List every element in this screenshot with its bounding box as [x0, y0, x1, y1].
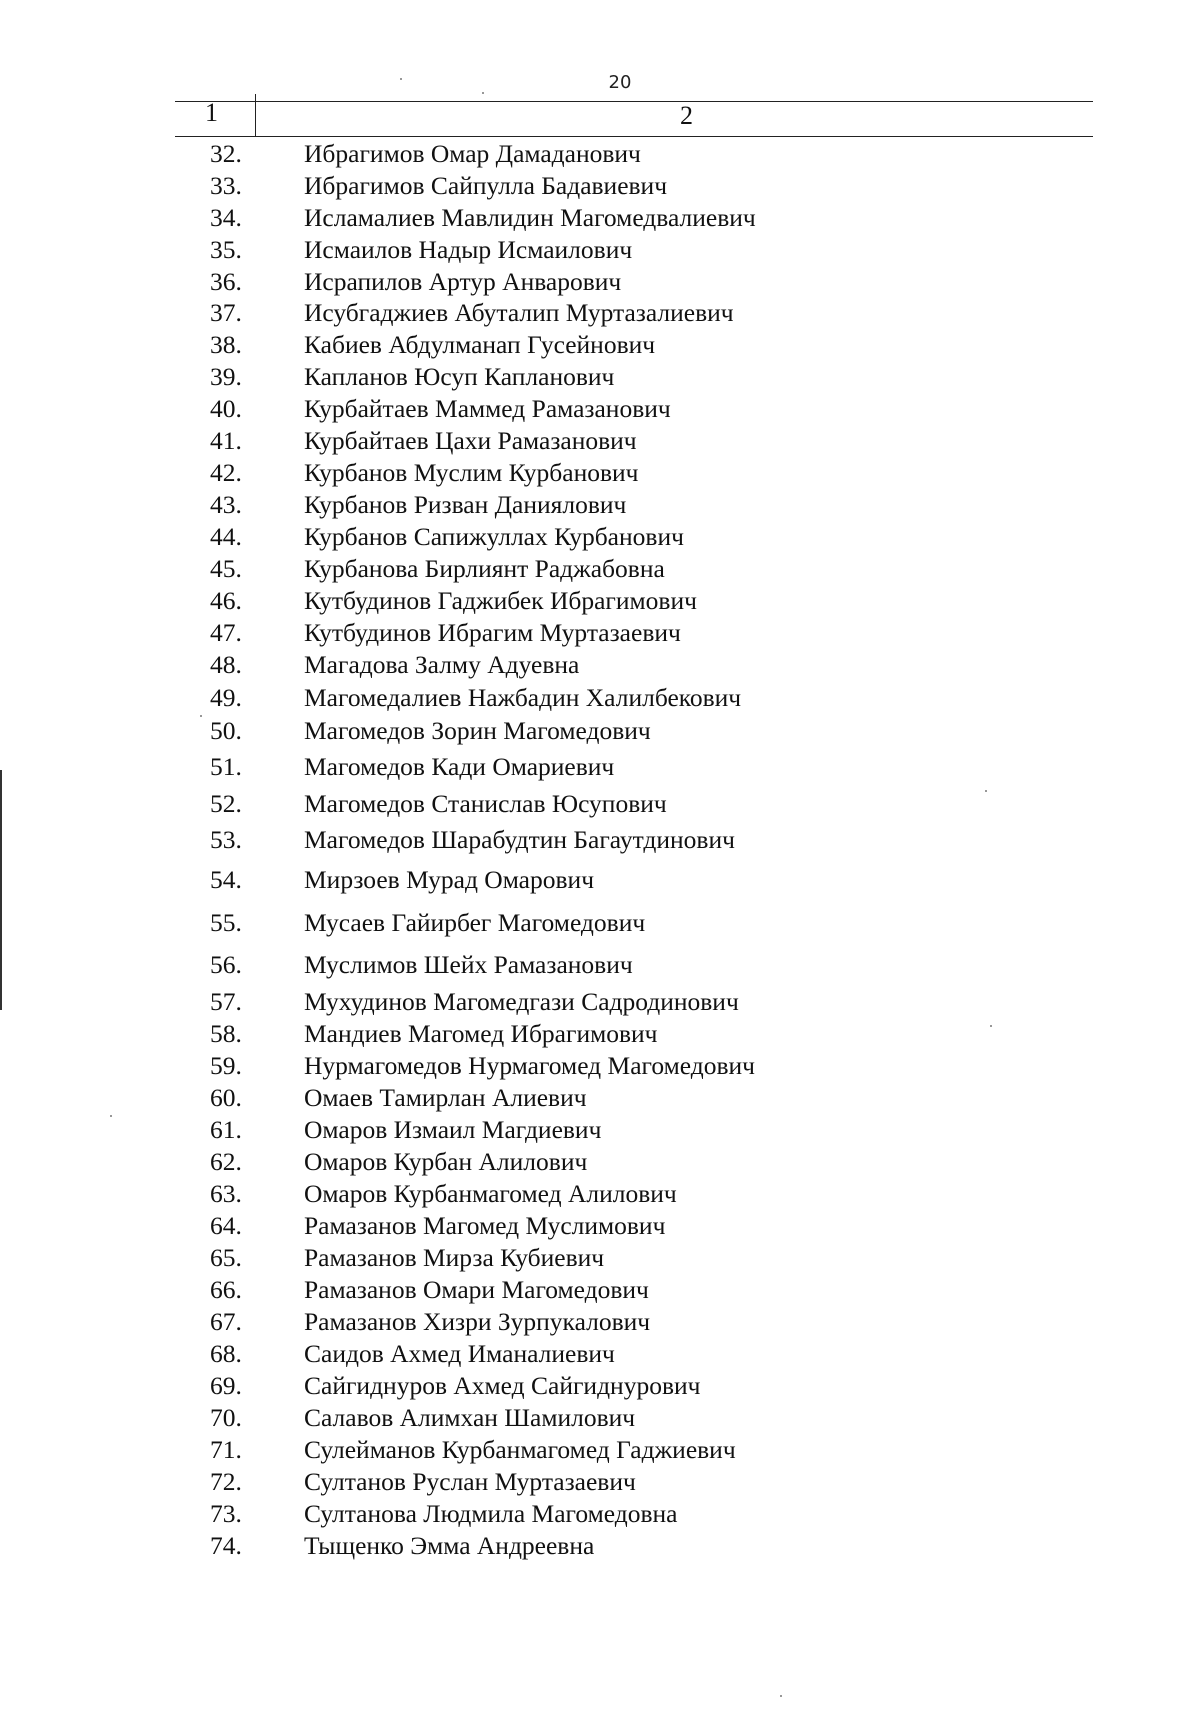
- table-header-separator: [255, 94, 256, 136]
- list-item-name: Омаев Тамирлан Алиевич: [304, 1083, 587, 1112]
- list-item-name: Рамазанов Магомед Муслимович: [304, 1211, 666, 1240]
- list-item-number: 58.: [210, 1019, 242, 1048]
- list-item-name: Магомедов Кади Омариевич: [304, 752, 615, 781]
- list-item-number: 59.: [210, 1051, 242, 1080]
- list-item-name: Мирзоев Мурад Омарович: [304, 865, 595, 894]
- scan-edge-mark: [0, 770, 2, 1010]
- list-item-name: Рамазанов Хизри Зурпукалович: [304, 1307, 651, 1336]
- list-item-name: Саидов Ахмед Иманалиевич: [304, 1339, 615, 1368]
- list-item-name: Сулейманов Курбанмагомед Гаджиевич: [304, 1435, 736, 1464]
- list-item-number: 48.: [210, 650, 242, 679]
- list-item-number: 70.: [210, 1403, 242, 1432]
- list-item-number: 55.: [210, 908, 242, 937]
- list-item-number: 32.: [210, 139, 242, 168]
- table-header-rule-top: [175, 101, 1093, 102]
- list-item-name: Курбанов Сапижуллах Курбанович: [304, 522, 684, 551]
- list-item-number: 61.: [210, 1115, 242, 1144]
- table-header-col-1: 1: [205, 98, 218, 127]
- list-item-name: Ибрагимов Сайпулла Бадавиевич: [304, 171, 668, 200]
- list-item-name: Кабиев Абдулманап Гусейнович: [304, 330, 656, 359]
- list-item-name: Омаров Курбан Алилович: [304, 1147, 588, 1176]
- page-number: 20: [608, 72, 632, 93]
- list-item-name: Магомедов Зорин Магомедович: [304, 716, 651, 745]
- list-item-number: 67.: [210, 1307, 242, 1336]
- list-item-name: Кутбудинов Гаджибек Ибрагимович: [304, 586, 697, 615]
- scan-speck: [110, 1115, 112, 1117]
- table-header-col-2: 2: [680, 101, 693, 130]
- list-item-number: 38.: [210, 330, 242, 359]
- list-item-number: 41.: [210, 426, 242, 455]
- list-item-number: 33.: [210, 171, 242, 200]
- list-item-number: 50.: [210, 716, 242, 745]
- list-item-name: Султанова Людмила Магомедовна: [304, 1499, 678, 1528]
- list-item-name: Магомедов Станислав Юсупович: [304, 789, 667, 818]
- list-item-number: 71.: [210, 1435, 242, 1464]
- list-item-name: Магомедалиев Нажбадин Халилбекович: [304, 683, 742, 712]
- list-item-number: 44.: [210, 522, 242, 551]
- list-item-number: 73.: [210, 1499, 242, 1528]
- list-item-number: 39.: [210, 362, 242, 391]
- list-item-number: 51.: [210, 752, 242, 781]
- list-item-number: 37.: [210, 298, 242, 327]
- list-item-number: 68.: [210, 1339, 242, 1368]
- list-item-name: Кутбудинов Ибрагим Муртазаевич: [304, 618, 681, 647]
- list-item-name: Мандиев Магомед Ибрагимович: [304, 1019, 658, 1048]
- list-item-name: Магадова Залму Адуевна: [304, 650, 580, 679]
- list-item-number: 52.: [210, 789, 242, 818]
- list-item-number: 47.: [210, 618, 242, 647]
- scan-speck: [200, 715, 202, 717]
- list-item-number: 72.: [210, 1467, 242, 1496]
- list-item-name: Исубгаджиев Абуталип Муртазалиевич: [304, 298, 734, 327]
- list-item-number: 63.: [210, 1179, 242, 1208]
- scan-speck: [482, 92, 484, 94]
- list-item-name: Омаров Измаил Магдиевич: [304, 1115, 602, 1144]
- list-item-name: Ибрагимов Омар Дамаданович: [304, 139, 641, 168]
- list-item-number: 74.: [210, 1531, 242, 1560]
- list-item-number: 34.: [210, 203, 242, 232]
- list-item-number: 65.: [210, 1243, 242, 1272]
- list-item-name: Магомедов Шарабудтин Багаутдинович: [304, 825, 735, 854]
- list-item-name: Омаров Курбанмагомед Алилович: [304, 1179, 677, 1208]
- list-item-name: Рамазанов Омари Магомедович: [304, 1275, 649, 1304]
- list-item-number: 53.: [210, 825, 242, 854]
- list-item-name: Исмаилов Надыр Исмаилович: [304, 235, 633, 264]
- list-item-number: 36.: [210, 267, 242, 296]
- list-item-name: Тыщенко Эмма Андреевна: [304, 1531, 595, 1560]
- scan-speck: [990, 1025, 992, 1027]
- list-item-name: Мусаев Гайирбег Магомедович: [304, 908, 646, 937]
- list-item-name: Сайгиднуров Ахмед Сайгиднурович: [304, 1371, 701, 1400]
- list-item-name: Султанов Руслан Муртазаевич: [304, 1467, 636, 1496]
- list-item-name: Исламалиев Мавлидин Магомедвалиевич: [304, 203, 756, 232]
- list-item-number: 45.: [210, 554, 242, 583]
- list-item-name: Курбайтаев Цахи Рамазанович: [304, 426, 637, 455]
- list-item-name: Салавов Алимхан Шамилович: [304, 1403, 636, 1432]
- scan-speck: [780, 1695, 782, 1697]
- list-item-number: 66.: [210, 1275, 242, 1304]
- list-item-name: Нурмагомедов Нурмагомед Магомедович: [304, 1051, 755, 1080]
- list-item-name: Муслимов Шейх Рамазанович: [304, 950, 633, 979]
- list-item-number: 40.: [210, 394, 242, 423]
- list-item-number: 62.: [210, 1147, 242, 1176]
- list-item-number: 46.: [210, 586, 242, 615]
- list-item-name: Рамазанов Мирза Кубиевич: [304, 1243, 605, 1272]
- list-item-number: 35.: [210, 235, 242, 264]
- list-item-name: Курбанов Ризван Даниялович: [304, 490, 627, 519]
- list-item-name: Мухудинов Магомедгази Садродинович: [304, 987, 739, 1016]
- table-header-rule-bottom: [175, 136, 1093, 137]
- list-item-number: 56.: [210, 950, 242, 979]
- list-item-number: 54.: [210, 865, 242, 894]
- list-item-number: 49.: [210, 683, 242, 712]
- list-item-name: Исрапилов Артур Анварович: [304, 267, 622, 296]
- scan-speck: [985, 790, 987, 792]
- list-item-number: 57.: [210, 987, 242, 1016]
- list-item-number: 43.: [210, 490, 242, 519]
- scan-speck: [400, 78, 402, 80]
- list-item-number: 69.: [210, 1371, 242, 1400]
- list-item-name: Курбанов Муслим Курбанович: [304, 458, 639, 487]
- list-item-number: 60.: [210, 1083, 242, 1112]
- list-item-number: 64.: [210, 1211, 242, 1240]
- list-item-name: Курбанова Бирлиянт Раджабовна: [304, 554, 665, 583]
- list-item-number: 42.: [210, 458, 242, 487]
- list-item-name: Капланов Юсуп Капланович: [304, 362, 615, 391]
- list-item-name: Курбайтаев Маммед Рамазанович: [304, 394, 671, 423]
